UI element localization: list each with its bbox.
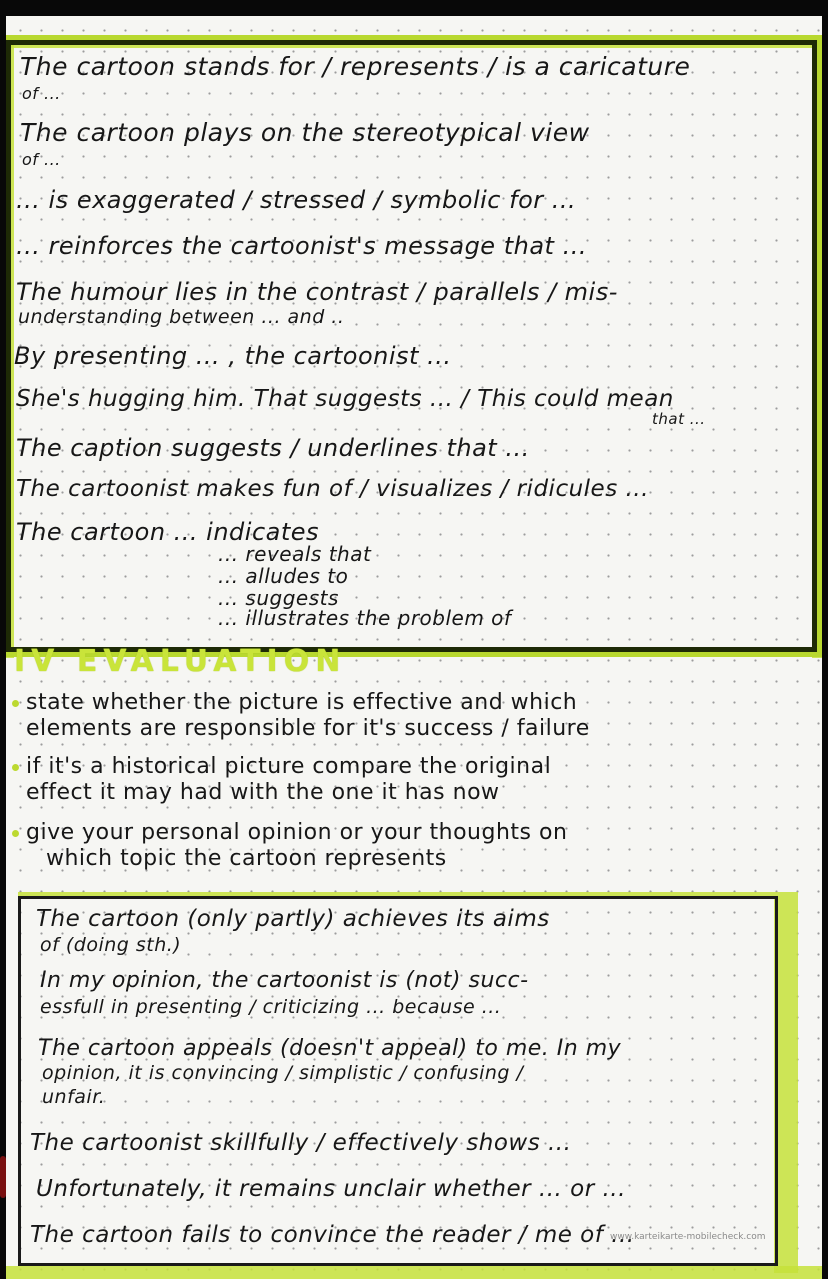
opinion-line: The cartoon (only partly) achieves its aims	[36, 906, 550, 932]
bullet-icon	[12, 830, 19, 837]
phrase-line: The cartoon ... indicates	[16, 518, 320, 546]
phrase-line: ... suggests	[218, 586, 339, 610]
bullet-icon	[12, 700, 19, 707]
phrase-line: of ...	[22, 150, 61, 169]
phrase-line: The cartoon stands for / represents / is a caricature	[20, 52, 691, 81]
opinion-line: In my opinion, the cartoonist is (not) succ-	[40, 968, 529, 993]
highlighter-bottom-band	[6, 1266, 822, 1279]
phrase-line: ... reinforces the cartoonist's message that ...	[16, 232, 587, 260]
opinion-line: opinion, it is convincing / simplistic / confusing /	[42, 1062, 524, 1084]
phrase-line: ... illustrates the problem of	[218, 606, 512, 630]
phrase-line: The humour lies in the contrast / parallels / mis-	[16, 278, 618, 306]
phrase-line: ... alludes to	[218, 564, 349, 588]
opinion-line: essfull in presenting / criticizing ... because ...	[40, 996, 502, 1018]
binder-mark	[0, 1156, 6, 1198]
section-heading-evaluation: IV EVALUATION	[14, 644, 347, 679]
phrase-line: of ...	[22, 84, 61, 103]
evaluation-bullet-line: state whether the picture is effective and which	[26, 690, 578, 715]
phrase-line: ... reveals that	[218, 542, 372, 566]
phrase-line: The cartoon plays on the stereotypical view	[20, 118, 590, 147]
watermark: www.karteikarte-mobilecheck.com	[610, 1232, 766, 1242]
opinion-line: The cartoon fails to convince the reader / me of ...	[30, 1222, 635, 1248]
opinion-line: Unfortunately, it remains unclair whether ... or ...	[36, 1176, 626, 1202]
evaluation-bullet-line: which topic the cartoon represents	[46, 846, 447, 871]
phrase-line: that ...	[652, 410, 706, 428]
phrase-line: The caption suggests / underlines that ...	[16, 434, 530, 462]
phrase-line: She's hugging him. That suggests ... / This could mean	[16, 386, 674, 412]
phrase-line: The cartoonist makes fun of / visualizes / ridicules ...	[16, 476, 649, 502]
bullet-icon	[12, 764, 19, 771]
evaluation-bullet-line: elements are responsible for it's success / failure	[26, 716, 590, 741]
phrase-line: ... is exaggerated / stressed / symbolic for ...	[16, 186, 577, 214]
phrase-line: understanding between ... and ..	[18, 306, 345, 328]
opinion-line: The cartoon appeals (doesn't appeal) to me. In my	[38, 1036, 622, 1061]
opinion-line: of (doing sth.)	[40, 934, 182, 956]
phrase-line: By presenting ... , the cartoonist ...	[14, 342, 452, 370]
evaluation-bullet-line: effect it may had with the one it has now	[26, 780, 500, 805]
evaluation-bullet-line: give your personal opinion or your thoughts on	[26, 820, 568, 845]
opinion-line: unfair.	[42, 1086, 106, 1108]
notebook-page	[6, 16, 822, 1279]
opinion-line: The cartoonist skillfully / effectively shows ...	[30, 1130, 572, 1156]
evaluation-bullet-line: if it's a historical picture compare the original	[26, 754, 552, 779]
